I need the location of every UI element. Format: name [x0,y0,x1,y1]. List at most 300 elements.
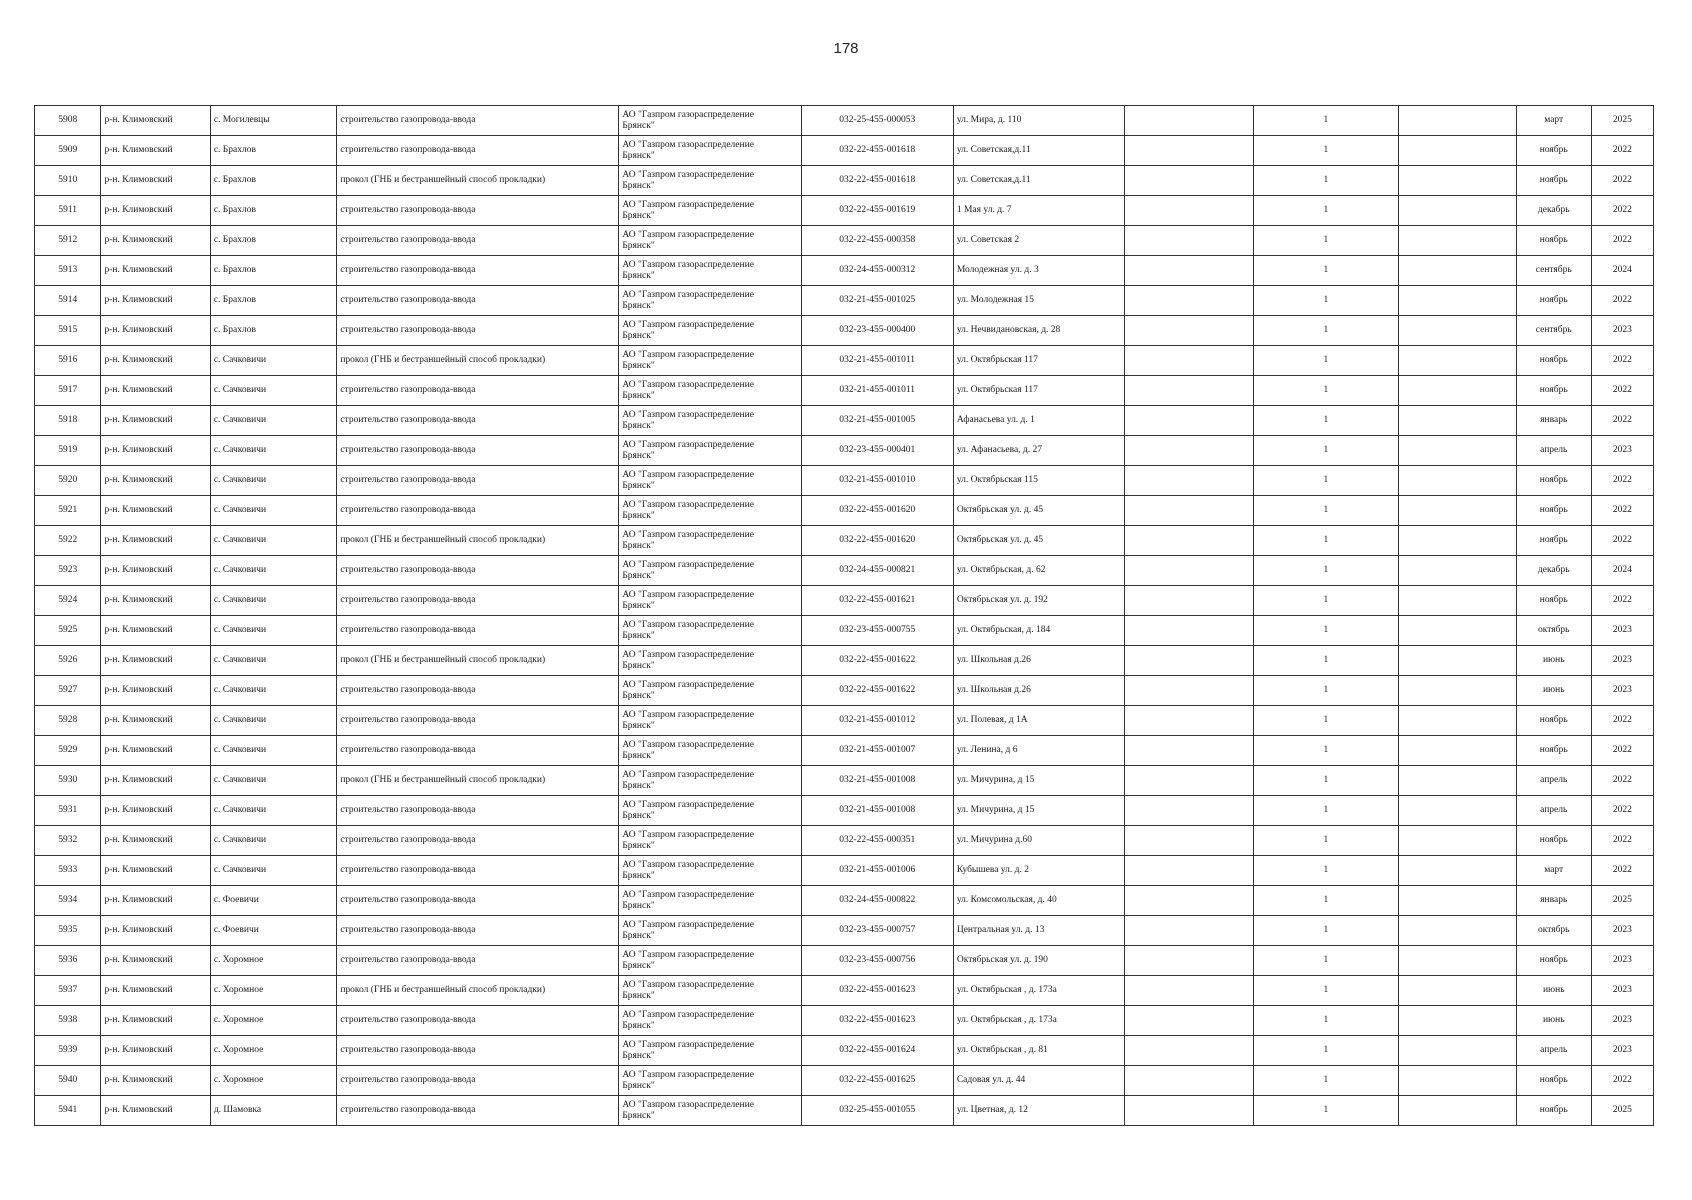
year-cell: 2022 [1591,796,1653,826]
locality-cell: с. Сачковичи [210,796,337,826]
empty-cell [1125,736,1254,766]
organization-cell [619,676,801,706]
month-cell: октябрь [1516,616,1591,646]
row-number: 5930 [35,766,101,796]
empty-cell [1125,226,1254,256]
empty-cell [1125,946,1254,976]
year-cell: 2022 [1591,136,1653,166]
organization-line: АО "Газпром газораспределение [622,709,754,720]
empty-cell [1398,856,1516,886]
page-number: 178 [833,40,859,57]
month-cell: ноябрь [1516,736,1591,766]
row-number: 5928 [35,706,101,736]
organization-line: Брянск" [622,390,655,401]
address-cell: ул. Ленина, д 6 [953,736,1125,766]
address-cell: Октябрьская ул. д. 45 [953,496,1125,526]
quantity-cell: 1 [1254,826,1399,856]
work-type-cell: строительство газопровода-ввода [337,586,619,616]
empty-cell [1398,556,1516,586]
address-cell: ул. Советская 2 [953,226,1125,256]
month-cell: сентябрь [1516,316,1591,346]
year-cell: 2022 [1591,166,1653,196]
district-cell: р-н. Климовский [101,886,210,916]
organization-line: АО "Газпром газораспределение [622,1069,754,1080]
address-cell: ул. Октябрьская 117 [953,346,1125,376]
table-row [35,196,1654,226]
row-number: 5926 [35,646,101,676]
organization-cell [619,106,801,136]
table-row [35,166,1654,196]
work-type-cell: строительство газопровода-ввода [337,1006,619,1036]
empty-cell [1398,886,1516,916]
empty-cell [1398,616,1516,646]
work-type-cell: строительство газопровода-ввода [337,1096,619,1126]
organization-line: Брянск" [622,990,655,1001]
table-row [35,466,1654,496]
empty-cell [1398,496,1516,526]
cadastral-number-cell: 032-22-455-001618 [801,166,953,196]
address-cell: ул. Октябрьская , д. 173а [953,976,1125,1006]
locality-cell: с. Хоромное [210,1006,337,1036]
quantity-cell: 1 [1254,556,1399,586]
empty-cell [1125,616,1254,646]
work-type-cell: строительство газопровода-ввода [337,856,619,886]
organization-line: АО "Газпром газораспределение [622,409,754,420]
district-cell: р-н. Климовский [101,436,210,466]
cadastral-number-cell: 032-25-455-001055 [801,1096,953,1126]
organization-line: АО "Газпром газораспределение [622,739,754,750]
cadastral-number-cell: 032-23-455-000755 [801,616,953,646]
address-cell: ул. Советская,д.11 [953,166,1125,196]
empty-cell [1125,106,1254,136]
empty-cell [1125,646,1254,676]
cadastral-number-cell: 032-22-455-001620 [801,526,953,556]
empty-cell [1398,736,1516,766]
year-cell: 2022 [1591,286,1653,316]
locality-cell: с. Брахлов [210,256,337,286]
organization-cell [619,616,801,646]
row-number: 5940 [35,1066,101,1096]
year-cell: 2022 [1591,1066,1653,1096]
cadastral-number-cell: 032-24-455-000821 [801,556,953,586]
quantity-cell: 1 [1254,1066,1399,1096]
district-cell: р-н. Климовский [101,376,210,406]
empty-cell [1125,376,1254,406]
address-cell: ул. Комсомольская, д. 40 [953,886,1125,916]
cadastral-number-cell: 032-21-455-001005 [801,406,953,436]
locality-cell: с. Сачковичи [210,826,337,856]
organization-cell [619,226,801,256]
table-row [35,496,1654,526]
cadastral-number-cell: 032-21-455-001006 [801,856,953,886]
cadastral-number-cell: 032-25-455-000053 [801,106,953,136]
locality-cell: с. Сачковичи [210,526,337,556]
address-cell: Октябрьская ул. д. 192 [953,586,1125,616]
empty-cell [1125,256,1254,286]
work-type-cell: прокол (ГНБ и бестраншейный способ прокладки) [337,346,619,376]
quantity-cell: 1 [1254,676,1399,706]
address-cell: Садовая ул. д. 44 [953,1066,1125,1096]
empty-cell [1125,556,1254,586]
empty-cell [1125,1096,1254,1126]
address-cell: ул. Октябрьская 117 [953,376,1125,406]
organization-line: АО "Газпром газораспределение [622,199,754,210]
district-cell: р-н. Климовский [101,856,210,886]
month-cell: июнь [1516,676,1591,706]
month-cell: декабрь [1516,196,1591,226]
empty-cell [1125,466,1254,496]
district-cell: р-н. Климовский [101,586,210,616]
empty-cell [1398,646,1516,676]
table-row [35,526,1654,556]
month-cell: ноябрь [1516,166,1591,196]
organization-cell [619,496,801,526]
organization-cell [619,1066,801,1096]
organization-line: Брянск" [622,750,655,761]
empty-cell [1398,376,1516,406]
organization-line: Брянск" [622,1020,655,1031]
cadastral-number-cell: 032-21-455-001008 [801,796,953,826]
empty-cell [1398,136,1516,166]
district-cell: р-н. Климовский [101,766,210,796]
empty-cell [1125,826,1254,856]
organization-line: Брянск" [622,810,655,821]
organization-line: АО "Газпром газораспределение [622,859,754,870]
organization-cell [619,1036,801,1066]
empty-cell [1125,196,1254,226]
table-row [35,706,1654,736]
organization-cell [619,1096,801,1126]
year-cell: 2023 [1591,436,1653,466]
empty-cell [1125,316,1254,346]
cadastral-number-cell: 032-22-455-001620 [801,496,953,526]
locality-cell: с. Хоромное [210,976,337,1006]
locality-cell: с. Сачковичи [210,346,337,376]
month-cell: ноябрь [1516,526,1591,556]
work-type-cell: прокол (ГНБ и бестраншейный способ прокладки) [337,766,619,796]
row-number: 5929 [35,736,101,766]
organization-cell [619,556,801,586]
table-row [35,766,1654,796]
year-cell: 2022 [1591,766,1653,796]
empty-cell [1398,1096,1516,1126]
table-row [35,646,1654,676]
address-cell: ул. Мира, д. 110 [953,106,1125,136]
organization-line: АО "Газпром газораспределение [622,229,754,240]
quantity-cell: 1 [1254,406,1399,436]
locality-cell: с. Брахлов [210,166,337,196]
month-cell: июнь [1516,976,1591,1006]
year-cell: 2023 [1591,916,1653,946]
empty-cell [1125,286,1254,316]
cadastral-number-cell: 032-24-455-000822 [801,886,953,916]
organization-line: Брянск" [622,570,655,581]
row-number: 5918 [35,406,101,436]
work-type-cell: строительство газопровода-ввода [337,226,619,256]
empty-cell [1398,436,1516,466]
cadastral-number-cell: 032-22-455-001618 [801,136,953,166]
locality-cell: с. Фоевичи [210,916,337,946]
district-cell: р-н. Климовский [101,946,210,976]
row-number: 5908 [35,106,101,136]
table-row [35,136,1654,166]
cadastral-number-cell: 032-23-455-000401 [801,436,953,466]
district-cell: р-н. Климовский [101,1006,210,1036]
empty-cell [1125,406,1254,436]
empty-cell [1398,286,1516,316]
organization-line: АО "Газпром газораспределение [622,949,754,960]
row-number: 5931 [35,796,101,826]
month-cell: март [1516,106,1591,136]
organization-cell [619,1006,801,1036]
work-type-cell: строительство газопровода-ввода [337,1066,619,1096]
work-type-cell: строительство газопровода-ввода [337,886,619,916]
row-number: 5913 [35,256,101,286]
organization-line: Брянск" [622,1050,655,1061]
organization-line: Брянск" [622,630,655,641]
organization-line: Брянск" [622,690,655,701]
quantity-cell: 1 [1254,766,1399,796]
row-number: 5909 [35,136,101,166]
table-row [35,346,1654,376]
table-row [35,616,1654,646]
row-number: 5915 [35,316,101,346]
cadastral-number-cell: 032-21-455-001010 [801,466,953,496]
table-row [35,916,1654,946]
organization-line: АО "Газпром газораспределение [622,379,754,390]
empty-cell [1398,466,1516,496]
district-cell: р-н. Климовский [101,286,210,316]
district-cell: р-н. Климовский [101,346,210,376]
empty-cell [1398,316,1516,346]
work-type-cell: строительство газопровода-ввода [337,136,619,166]
locality-cell: с. Сачковичи [210,406,337,436]
quantity-cell: 1 [1254,976,1399,1006]
organization-cell [619,646,801,676]
empty-cell [1125,796,1254,826]
address-cell: ул. Мичурина, д 15 [953,796,1125,826]
empty-cell [1398,1036,1516,1066]
year-cell: 2022 [1591,526,1653,556]
district-cell: р-н. Климовский [101,616,210,646]
address-cell: Центральная ул. д. 13 [953,916,1125,946]
quantity-cell: 1 [1254,1006,1399,1036]
year-cell: 2025 [1591,886,1653,916]
month-cell: ноябрь [1516,706,1591,736]
table-row [35,826,1654,856]
year-cell: 2022 [1591,196,1653,226]
cadastral-number-cell: 032-24-455-000312 [801,256,953,286]
cadastral-number-cell: 032-21-455-001008 [801,766,953,796]
address-cell: ул. Советская,д.11 [953,136,1125,166]
table-row [35,1066,1654,1096]
month-cell: ноябрь [1516,346,1591,376]
cadastral-number-cell: 032-22-455-001625 [801,1066,953,1096]
organization-line: АО "Газпром газораспределение [622,139,754,150]
quantity-cell: 1 [1254,346,1399,376]
work-type-cell: строительство газопровода-ввода [337,106,619,136]
quantity-cell: 1 [1254,1096,1399,1126]
empty-cell [1125,706,1254,736]
row-number: 5914 [35,286,101,316]
work-type-cell: строительство газопровода-ввода [337,676,619,706]
empty-cell [1398,166,1516,196]
organization-cell [619,286,801,316]
quantity-cell: 1 [1254,706,1399,736]
table-row [35,1006,1654,1036]
organization-line: АО "Газпром газораспределение [622,559,754,570]
table-row [35,436,1654,466]
cadastral-number-cell: 032-22-455-001619 [801,196,953,226]
table-row [35,586,1654,616]
locality-cell: с. Хоромное [210,946,337,976]
month-cell: декабрь [1516,556,1591,586]
locality-cell: с. Сачковичи [210,556,337,586]
year-cell: 2022 [1591,346,1653,376]
quantity-cell: 1 [1254,796,1399,826]
year-cell: 2023 [1591,946,1653,976]
organization-cell [619,256,801,286]
address-cell: ул. Октябрьская , д. 81 [953,1036,1125,1066]
work-type-cell: прокол (ГНБ и бестраншейный способ прокладки) [337,526,619,556]
organization-cell [619,736,801,766]
quantity-cell: 1 [1254,316,1399,346]
row-number: 5912 [35,226,101,256]
empty-cell [1398,346,1516,376]
locality-cell: с. Сачковичи [210,496,337,526]
quantity-cell: 1 [1254,736,1399,766]
organization-line: Брянск" [622,420,655,431]
organization-line: Брянск" [622,600,655,611]
month-cell: ноябрь [1516,286,1591,316]
year-cell: 2022 [1591,706,1653,736]
organization-line: АО "Газпром газораспределение [622,469,754,480]
district-cell: р-н. Климовский [101,556,210,586]
month-cell: апрель [1516,1036,1591,1066]
organization-cell [619,406,801,436]
quantity-cell: 1 [1254,916,1399,946]
district-cell: р-н. Климовский [101,736,210,766]
quantity-cell: 1 [1254,946,1399,976]
month-cell: ноябрь [1516,826,1591,856]
month-cell: апрель [1516,436,1591,466]
empty-cell [1125,1066,1254,1096]
locality-cell: с. Сачковичи [210,646,337,676]
locality-cell: с. Брахлов [210,136,337,166]
district-cell: р-н. Климовский [101,226,210,256]
table-row [35,856,1654,886]
row-number: 5935 [35,916,101,946]
row-number: 5939 [35,1036,101,1066]
row-number: 5933 [35,856,101,886]
organization-line: Брянск" [622,180,655,191]
locality-cell: с. Сачковичи [210,706,337,736]
table-body [35,106,1654,1126]
district-cell: р-н. Климовский [101,136,210,166]
empty-cell [1398,1006,1516,1036]
district-cell: р-н. Климовский [101,166,210,196]
month-cell: октябрь [1516,916,1591,946]
month-cell: ноябрь [1516,1066,1591,1096]
cadastral-number-cell: 032-22-455-000358 [801,226,953,256]
locality-cell: с. Сачковичи [210,616,337,646]
organization-line: Брянск" [622,360,655,371]
year-cell: 2024 [1591,256,1653,286]
organization-line: АО "Газпром газораспределение [622,289,754,300]
year-cell: 2022 [1591,736,1653,766]
locality-cell: с. Сачковичи [210,586,337,616]
quantity-cell: 1 [1254,286,1399,316]
quantity-cell: 1 [1254,886,1399,916]
locality-cell: с. Могилевцы [210,106,337,136]
organization-line: Брянск" [622,510,655,521]
empty-cell [1398,226,1516,256]
organization-line: Брянск" [622,780,655,791]
month-cell: январь [1516,886,1591,916]
organization-line: Брянск" [622,480,655,491]
work-type-cell: строительство газопровода-ввода [337,436,619,466]
organization-line: Брянск" [622,1080,655,1091]
organization-cell [619,376,801,406]
empty-cell [1398,946,1516,976]
empty-cell [1125,1036,1254,1066]
empty-cell [1398,826,1516,856]
district-cell: р-н. Климовский [101,196,210,226]
organization-line: АО "Газпром газораспределение [622,529,754,540]
empty-cell [1398,676,1516,706]
locality-cell: с. Сачковичи [210,766,337,796]
row-number: 5932 [35,826,101,856]
organization-cell [619,436,801,466]
organization-line: АО "Газпром газораспределение [622,259,754,270]
organization-cell [619,196,801,226]
work-type-cell: строительство газопровода-ввода [337,406,619,436]
locality-cell: с. Фоевичи [210,886,337,916]
work-type-cell: строительство газопровода-ввода [337,196,619,226]
table-row [35,1036,1654,1066]
organization-cell [619,766,801,796]
address-cell: Октябрьская ул. д. 45 [953,526,1125,556]
year-cell: 2023 [1591,1006,1653,1036]
organization-cell [619,826,801,856]
empty-cell [1398,406,1516,436]
organization-line: Брянск" [622,1110,655,1121]
row-number: 5919 [35,436,101,466]
table-row [35,946,1654,976]
month-cell: ноябрь [1516,226,1591,256]
organization-line: АО "Газпром газораспределение [622,109,754,120]
month-cell: ноябрь [1516,466,1591,496]
address-cell: ул. Афанасьева, д. 27 [953,436,1125,466]
empty-cell [1398,796,1516,826]
quantity-cell: 1 [1254,136,1399,166]
organization-line: АО "Газпром газораспределение [622,1039,754,1050]
organization-cell [619,706,801,736]
empty-cell [1125,586,1254,616]
year-cell: 2024 [1591,556,1653,586]
year-cell: 2023 [1591,976,1653,1006]
organization-line: АО "Газпром газораспределение [622,619,754,630]
table-row [35,226,1654,256]
organization-line: Брянск" [622,870,655,881]
table-row [35,886,1654,916]
organization-cell [619,946,801,976]
quantity-cell: 1 [1254,856,1399,886]
locality-cell: с. Брахлов [210,286,337,316]
organization-line: АО "Газпром газораспределение [622,499,754,510]
cadastral-number-cell: 032-23-455-000400 [801,316,953,346]
row-number: 5910 [35,166,101,196]
